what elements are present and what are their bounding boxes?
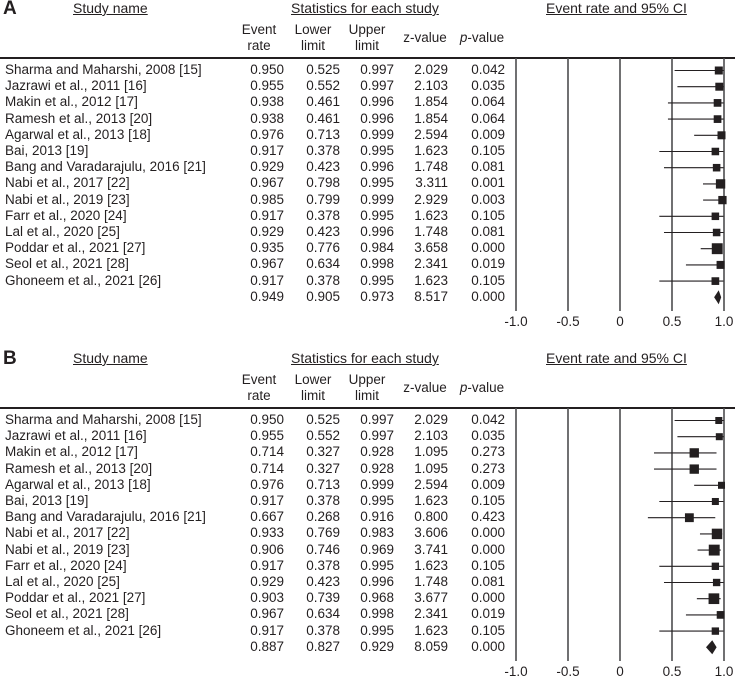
cell-upper: 0.998 [360,256,394,272]
study-name: Bai, 2013 [19] [5,493,89,508]
cell-p: 0.105 [471,622,505,638]
cell-p: 0.000 [471,541,505,557]
cell-rate: 0.714 [250,460,284,476]
cell-p: 0.081 [471,574,505,589]
study-name: Makin et al., 2012 [17] [5,444,138,460]
cell-z: 1.623 [414,622,448,638]
table-row [0,175,505,191]
point-estimate-square [712,529,722,539]
cell-upper: 0.968 [360,590,394,606]
cell-lower: 0.378 [306,557,340,573]
table-row [0,207,505,224]
cell-rate: 0.667 [250,509,284,525]
x-tick-label: -1.0 [504,664,528,679]
study-name: Agarwal et al., 2013 [18] [5,126,151,142]
table-row [0,110,505,127]
cell-rate: 0.938 [250,110,284,126]
cell-rate: 0.917 [250,557,284,573]
study-name: Jazrawi et al., 2011 [16] [5,428,147,444]
cell-upper: 0.973 [360,288,394,304]
study-name-header: Study name [73,350,148,366]
cell-p: 0.019 [471,256,505,272]
column-header [283,22,343,54]
study-name: Farr et al., 2020 [24] [5,207,127,223]
cell-upper: 0.999 [360,476,394,492]
study-name: Lal et al., 2020 [25] [5,224,120,239]
table-row [0,412,505,428]
column-header-line2: limit [301,38,325,53]
cell-rate: 0.967 [250,256,284,272]
study-name: Nabi et al., 2019 [23] [5,191,130,207]
cell-rate: 0.949 [250,288,284,304]
cell-z: 2.103 [414,428,448,444]
study-name: Bang and Varadarajulu, 2016 [21] [5,509,206,525]
cell-lower: 0.827 [306,638,340,654]
cell-lower: 0.423 [306,159,340,175]
cell-lower: 0.378 [306,622,340,638]
study-name: Ghoneem et al., 2021 [26] [5,272,162,288]
x-tick-label: 1.0 [714,664,734,679]
cell-p: 0.064 [471,94,505,110]
cell-rate: 0.917 [250,207,284,223]
cell-rate: 0.917 [250,143,284,158]
column-header-line1: Lower [294,22,332,37]
column-header-line1: Event [241,22,277,37]
cell-z: 2.929 [414,191,448,207]
cell-upper: 0.999 [360,126,394,142]
cell-lower: 0.461 [306,94,340,110]
summary-diamond [714,290,721,304]
cell-rate: 0.906 [250,541,284,557]
cell-z: 3.741 [414,541,448,557]
cell-z: 1.854 [414,110,448,126]
cell-lower: 0.905 [306,288,340,304]
cell-z: 1.748 [414,224,448,239]
summary-row [0,288,505,305]
cell-z: 1.623 [414,493,448,508]
cell-z: 1.623 [414,207,448,223]
cell-rate: 0.985 [250,191,284,207]
x-tick-label: 0 [616,314,624,329]
column-header [395,30,455,46]
cell-z: 1.623 [414,557,448,573]
table-row [0,476,505,493]
cell-rate: 0.917 [250,622,284,638]
study-name: Ramesh et al., 2013 [20] [5,460,153,476]
cell-z: 1.748 [414,159,448,175]
table-row [0,444,505,460]
column-header [337,372,397,404]
cell-lower: 0.552 [306,428,340,444]
table-row [0,240,505,256]
point-estimate-square [712,213,720,221]
x-tick-label: -1.0 [504,314,528,329]
cell-z: 1.854 [414,94,448,110]
table-row [0,574,505,590]
cell-z: 2.341 [414,606,448,622]
cell-p: 0.042 [471,62,505,77]
study-name: Makin et al., 2012 [17] [5,94,138,110]
column-header-line1: z-value [403,380,447,395]
cell-p: 0.105 [471,143,505,158]
plot-header: Event rate and 95% CI [546,350,687,366]
study-name: Bang and Varadarajulu, 2016 [21] [5,159,206,175]
table-row [0,143,505,159]
cell-p: 0.000 [471,638,505,654]
cell-p: 0.105 [471,207,505,223]
cell-rate: 0.714 [250,444,284,460]
cell-z: 3.677 [414,590,448,606]
cell-upper: 0.997 [360,62,394,77]
point-estimate-square [715,67,723,75]
point-estimate-square [714,99,722,107]
cell-p: 0.035 [471,78,505,94]
cell-upper: 0.984 [360,240,394,256]
table-row [0,606,505,622]
study-name: Sharma and Maharshi, 2008 [15] [5,62,202,77]
table-row [0,191,505,208]
cell-upper: 0.997 [360,412,394,427]
column-header-line1: p [459,380,468,395]
cell-lower: 0.776 [306,240,340,256]
cell-upper: 0.995 [360,175,394,191]
cell-upper: 0.929 [360,638,394,654]
column-header-line2: limit [355,38,379,53]
column-header [395,380,455,396]
cell-p: 0.081 [471,159,505,175]
cell-p: 0.001 [471,175,505,191]
forest-plot-panel-b [0,350,735,684]
cell-z: 1.095 [414,444,448,460]
point-estimate-square [685,513,694,522]
cell-rate: 0.929 [250,159,284,175]
cell-rate: 0.950 [250,62,284,77]
table-row [0,428,505,444]
cell-z: 2.029 [414,62,448,77]
cell-z: 8.059 [414,638,448,654]
point-estimate-square [715,417,722,424]
column-header [229,22,289,54]
column-header-line2: rate [247,38,271,53]
table-row [0,224,505,240]
cell-z: 8.517 [414,288,448,304]
cell-rate: 0.967 [250,175,284,191]
cell-z: 0.800 [414,509,448,525]
table-row [0,94,505,110]
point-estimate-square [709,593,720,604]
point-estimate-square [712,563,719,570]
cell-rate: 0.950 [250,412,284,427]
point-estimate-square [712,498,719,505]
cell-lower: 0.461 [306,110,340,126]
cell-lower: 0.423 [306,224,340,239]
cell-rate: 0.929 [250,574,284,589]
cell-z: 1.748 [414,574,448,589]
cell-lower: 0.713 [306,476,340,492]
cell-rate: 0.938 [250,94,284,110]
cell-z: 3.606 [414,525,448,541]
cell-z: 1.623 [414,272,448,288]
column-header-line1: Lower [294,372,332,387]
cell-upper: 0.996 [360,159,394,175]
cell-lower: 0.423 [306,574,340,589]
cell-rate: 0.955 [250,428,284,444]
cell-upper: 0.995 [360,622,394,638]
study-name: Jazrawi et al., 2011 [16] [5,78,147,94]
study-name: Nabi et al., 2019 [23] [5,541,130,557]
cell-p: 0.000 [471,288,505,304]
point-estimate-square [690,448,699,457]
point-estimate-square [715,83,723,91]
column-header-line2: rate [247,388,271,403]
study-name: Farr et al., 2020 [24] [5,557,127,573]
study-name: Seol et al., 2021 [28] [5,256,129,272]
cell-p: 0.105 [471,557,505,573]
x-tick-label: 1.0 [714,314,734,329]
table-row [0,460,505,477]
cell-lower: 0.378 [306,143,340,158]
table-row [0,509,505,525]
cell-lower: 0.378 [306,272,340,288]
cell-upper: 0.969 [360,541,394,557]
column-header [283,372,343,404]
column-header-line1: Upper [348,22,386,37]
cell-rate: 0.903 [250,590,284,606]
study-name: Agarwal et al., 2013 [18] [5,476,151,492]
study-name: Seol et al., 2021 [28] [5,606,129,622]
cell-upper: 0.995 [360,272,394,288]
table-row [0,126,505,143]
table-row [0,272,505,289]
column-header-line1: Upper [348,372,386,387]
cell-lower: 0.713 [306,126,340,142]
forest-plot-area-a [500,0,735,342]
cell-p: 0.000 [471,590,505,606]
cell-lower: 0.378 [306,207,340,223]
column-header-line2: -value [467,30,505,45]
cell-p: 0.105 [471,493,505,508]
point-estimate-square [713,164,721,172]
x-tick-label: 0.5 [662,314,682,329]
cell-rate: 0.976 [250,476,284,492]
cell-z: 2.594 [414,476,448,492]
point-estimate-square [712,148,720,156]
table-row [0,590,505,606]
cell-rate: 0.887 [250,638,284,654]
point-estimate-square [712,627,719,634]
cell-rate: 0.976 [250,126,284,142]
cell-rate: 0.933 [250,525,284,541]
cell-p: 0.000 [471,240,505,256]
point-estimate-square [712,243,723,254]
study-name: Poddar et al., 2021 [27] [5,590,146,606]
cell-p: 0.273 [471,444,505,460]
study-name-header: Study name [73,0,148,16]
point-estimate-square [716,433,723,440]
cell-lower: 0.634 [306,256,340,272]
cell-p: 0.009 [471,126,505,142]
table-row [0,622,505,639]
cell-upper: 0.983 [360,525,394,541]
forest-plot-area-b [500,350,735,684]
cell-lower: 0.268 [306,509,340,525]
study-name: Ghoneem et al., 2021 [26] [5,622,162,638]
cell-p: 0.019 [471,606,505,622]
cell-lower: 0.327 [306,444,340,460]
cell-p: 0.105 [471,272,505,288]
cell-p: 0.423 [471,509,505,525]
column-header-line2: -value [467,380,505,395]
point-estimate-square [716,179,725,188]
point-estimate-square [713,229,721,237]
cell-upper: 0.999 [360,191,394,207]
cell-z: 2.029 [414,412,448,427]
study-name: Poddar et al., 2021 [27] [5,240,146,256]
point-estimate-square [718,196,726,204]
column-header-line2: limit [301,388,325,403]
cell-upper: 0.995 [360,143,394,158]
point-estimate-square [718,482,725,489]
cell-z: 3.658 [414,240,448,256]
table-row [0,557,505,574]
table-row [0,525,505,541]
cell-rate: 0.917 [250,493,284,508]
cell-upper: 0.928 [360,444,394,460]
cell-upper: 0.995 [360,493,394,508]
panel-label: B [3,348,17,369]
point-estimate-square [717,261,725,269]
cell-lower: 0.739 [306,590,340,606]
plot-header: Event rate and 95% CI [546,0,687,16]
study-name: Nabi et al., 2017 [22] [5,525,130,541]
cell-p: 0.064 [471,110,505,126]
cell-lower: 0.525 [306,412,340,427]
cell-p: 0.003 [471,191,505,207]
cell-rate: 0.929 [250,224,284,239]
cell-z: 1.095 [414,460,448,476]
panel-label: A [3,0,17,19]
cell-z: 2.103 [414,78,448,94]
cell-upper: 0.916 [360,509,394,525]
table-row [0,159,505,175]
cell-p: 0.081 [471,224,505,239]
point-estimate-square [717,611,725,619]
cell-lower: 0.327 [306,460,340,476]
cell-upper: 0.995 [360,207,394,223]
cell-upper: 0.998 [360,606,394,622]
cell-p: 0.009 [471,476,505,492]
cell-lower: 0.634 [306,606,340,622]
point-estimate-square [712,277,720,285]
cell-upper: 0.997 [360,428,394,444]
table-row [0,541,505,558]
cell-lower: 0.746 [306,541,340,557]
study-name: Ramesh et al., 2013 [20] [5,110,153,126]
point-estimate-square [690,464,699,473]
cell-p: 0.042 [471,412,505,427]
cell-upper: 0.997 [360,78,394,94]
table-row [0,493,505,509]
column-header-line1: Event [241,372,277,387]
table-row [0,256,505,272]
cell-upper: 0.996 [360,110,394,126]
cell-lower: 0.378 [306,493,340,508]
cell-p: 0.273 [471,460,505,476]
cell-upper: 0.928 [360,460,394,476]
column-header-line2: limit [355,388,379,403]
cell-rate: 0.935 [250,240,284,256]
cell-z: 2.594 [414,126,448,142]
column-header [229,372,289,404]
cell-z: 3.311 [415,175,448,191]
cell-upper: 0.995 [360,557,394,573]
point-estimate-square [713,579,720,586]
point-estimate-square [718,131,726,139]
point-estimate-square [709,545,720,556]
x-tick-label: 0.5 [662,664,682,679]
column-header [337,22,397,54]
summary-diamond [706,640,717,654]
study-name: Bai, 2013 [19] [5,143,89,158]
column-header-line1: z-value [403,30,447,45]
cell-p: 0.000 [471,525,505,541]
table-row [0,62,505,78]
point-estimate-square [714,115,722,123]
cell-z: 1.623 [414,143,448,158]
x-tick-label: -0.5 [556,664,580,679]
cell-lower: 0.798 [306,175,340,191]
statistics-header: Statistics for each study [291,350,439,366]
x-tick-label: -0.5 [556,314,580,329]
cell-rate: 0.917 [250,272,284,288]
x-tick-label: 0 [616,664,624,679]
cell-z: 2.341 [414,256,448,272]
cell-upper: 0.996 [360,94,394,110]
cell-rate: 0.967 [250,606,284,622]
summary-row [0,638,505,655]
column-header-line1: p [459,30,468,45]
cell-upper: 0.996 [360,224,394,239]
cell-p: 0.035 [471,428,505,444]
cell-lower: 0.799 [306,191,340,207]
cell-upper: 0.996 [360,574,394,589]
cell-lower: 0.525 [306,62,340,77]
study-name: Lal et al., 2020 [25] [5,574,120,589]
cell-rate: 0.955 [250,78,284,94]
cell-lower: 0.769 [306,525,340,541]
table-row [0,78,505,94]
statistics-header: Statistics for each study [291,0,439,16]
study-name: Nabi et al., 2017 [22] [5,175,130,191]
cell-lower: 0.552 [306,78,340,94]
study-name: Sharma and Maharshi, 2008 [15] [5,412,202,427]
